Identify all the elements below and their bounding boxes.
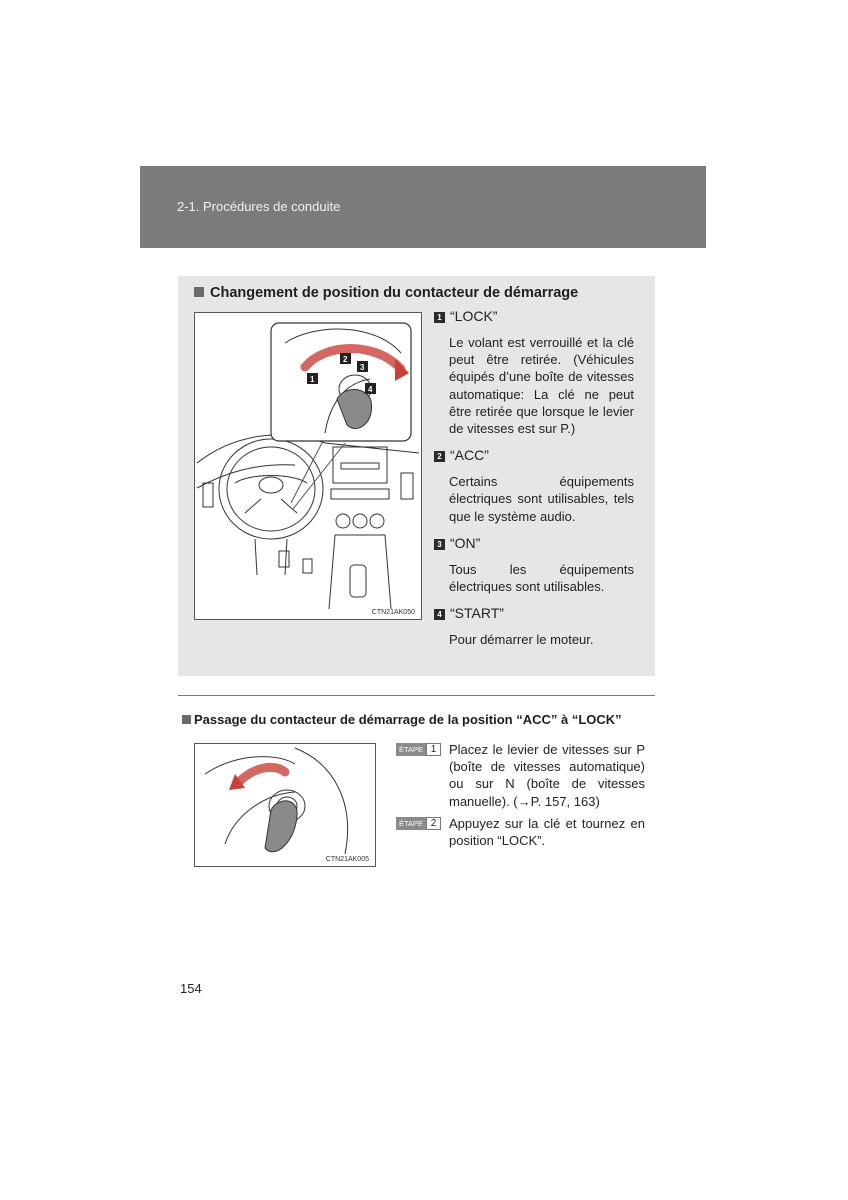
callout-start — [434, 605, 634, 648]
callout-description: Pour démarrer le moteur. — [449, 632, 594, 648]
divider — [178, 695, 655, 696]
callout-description: Tous les équipements électriques sont utilisables. — [449, 561, 634, 595]
callout-lock — [434, 308, 634, 437]
step-text: Appuyez sur la clé et tournez en position “LOCK”. — [449, 815, 645, 849]
section-title: 2-1. Procédures de conduite — [177, 199, 341, 214]
callout-number: 4 — [434, 609, 445, 620]
callout-title: “START” — [450, 605, 504, 622]
step-text: Placez le levier de vitesses sur P (boîte de vitesses automatique) ou sur N (boîte de vitesses manuelle). (→P. 157, 163) — [449, 742, 645, 809]
step-item — [396, 815, 645, 849]
callout-description: Certains équipements électriques sont utilisables, tels que le système audio. — [449, 474, 634, 524]
step-item — [396, 741, 645, 810]
step-badge — [396, 817, 441, 830]
callout-number: 3 — [434, 539, 445, 550]
header-band — [140, 166, 706, 248]
square-bullet-icon — [182, 715, 191, 724]
callout-title: “LOCK” — [450, 308, 498, 324]
callout-title: “ACC” — [450, 447, 489, 464]
figure-code: CTN21AK005 — [325, 856, 369, 863]
key-turn-drawing — [195, 744, 375, 866]
step-number: 2 — [426, 817, 441, 830]
svg-text:4: 4 — [368, 385, 373, 394]
step-badge — [396, 743, 441, 756]
key-turn-illustration — [194, 743, 376, 867]
square-bullet-icon — [194, 287, 204, 297]
dashboard-illustration — [194, 312, 422, 620]
svg-text:1: 1 — [310, 375, 315, 384]
step-list — [396, 741, 645, 854]
callout-description: Le volant est verrouillé et la clé peut être retirée. (Véhicules équipés d’une boîte de vitesses automatique: La clé ne peut être retirée que lorsque le levier de vitesses est sur P.) — [449, 335, 634, 437]
svg-text:3: 3 — [360, 363, 365, 372]
step-number: 1 — [426, 743, 441, 756]
step-label: ÉTAPE — [396, 743, 426, 756]
page-number: 154 — [180, 981, 202, 996]
callout-acc — [434, 447, 634, 525]
callout-title: “ON” — [450, 534, 481, 551]
dashboard-drawing — [195, 313, 421, 619]
step-label: ÉTAPE — [396, 817, 426, 830]
ignition-positions-panel — [178, 276, 655, 676]
figure-code: CTN21AK050 — [371, 609, 415, 616]
callout-list — [434, 308, 634, 648]
panel-title: Changement de position du contacteur de démarrage — [194, 285, 578, 301]
svg-text:2: 2 — [343, 355, 348, 364]
subsection-title: Passage du contacteur de démarrage de la position “ACC” à “LOCK” — [182, 712, 622, 727]
callout-number: 2 — [434, 451, 445, 462]
callout-on — [434, 535, 634, 595]
callout-number: 1 — [434, 312, 445, 323]
